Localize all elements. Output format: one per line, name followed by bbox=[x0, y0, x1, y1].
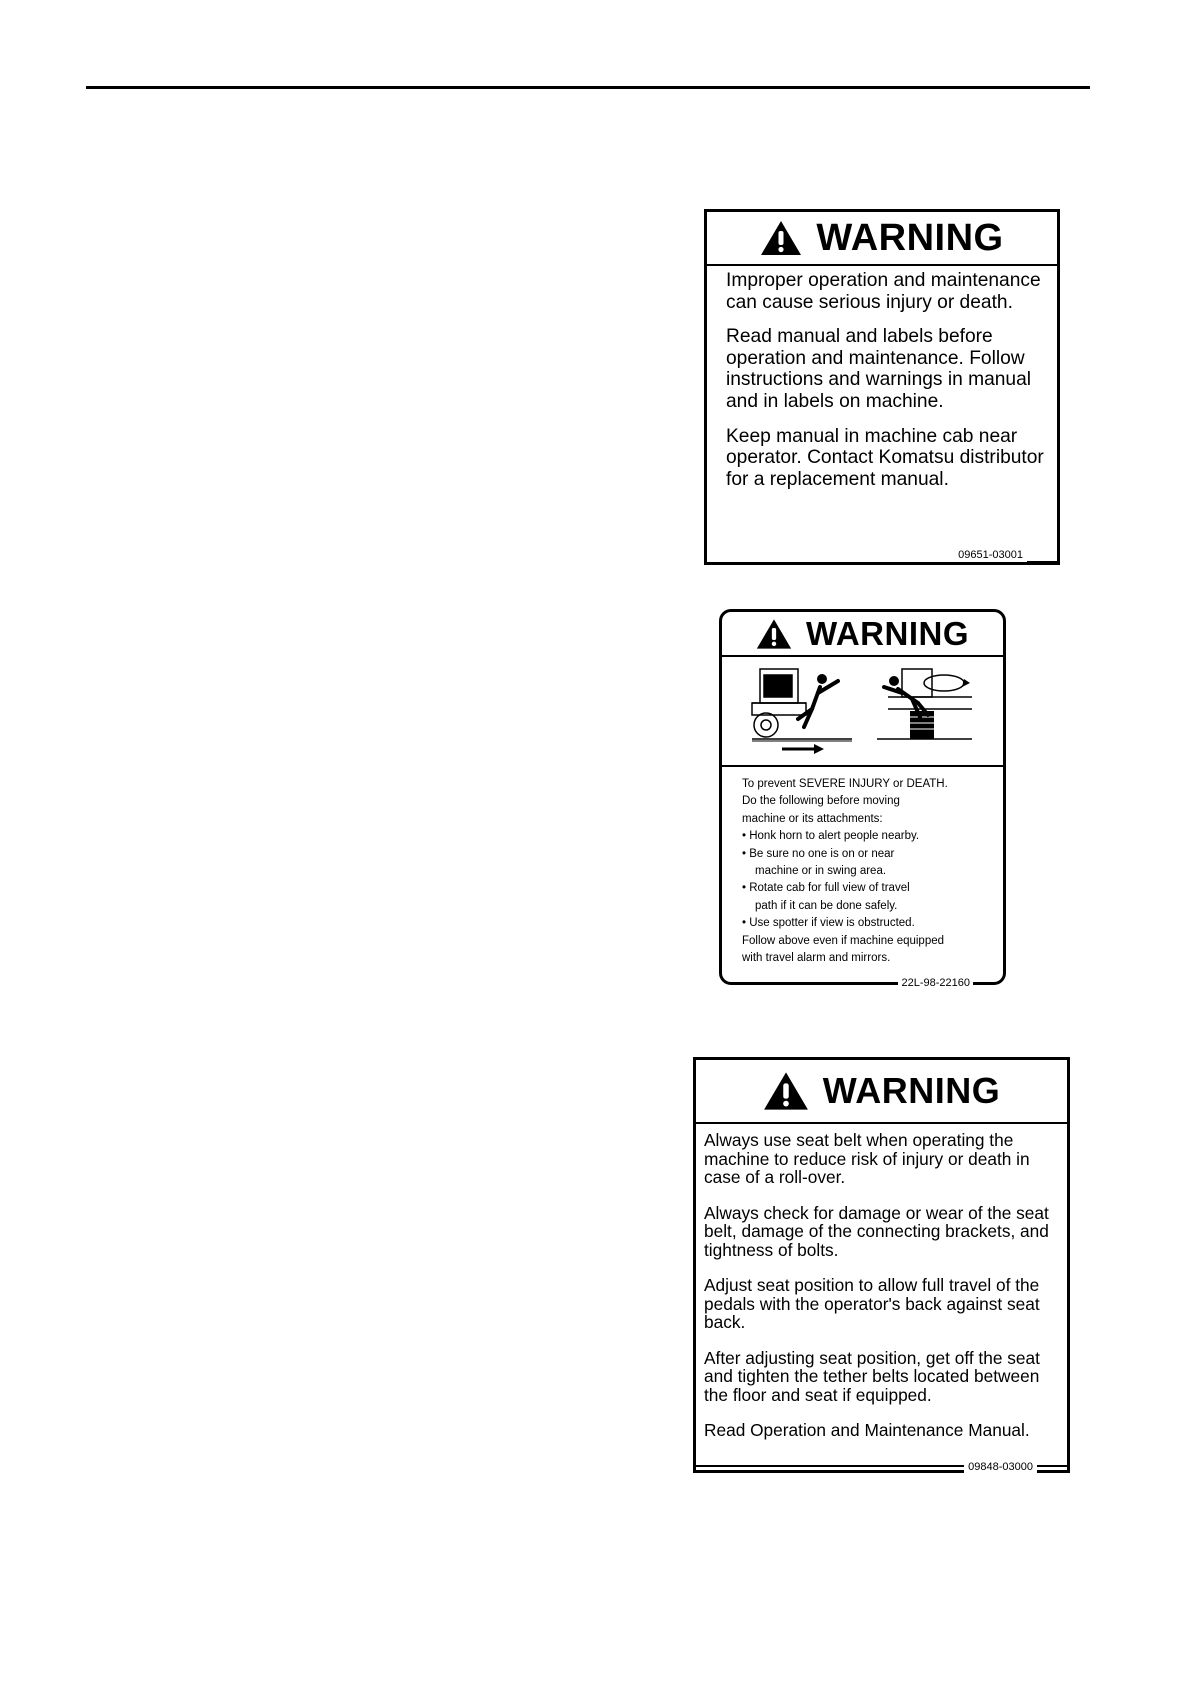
label-bullet: • Use spotter if view is obstructed. bbox=[742, 917, 915, 930]
label-line: To prevent SEVERE INJURY or DEATH. bbox=[742, 778, 948, 790]
label-heading: WARNING bbox=[816, 216, 1004, 259]
label-body bbox=[707, 266, 1057, 490]
label-header bbox=[722, 612, 1003, 657]
hazard-pictogram bbox=[722, 657, 1003, 767]
label-heading: WARNING bbox=[822, 1070, 1001, 1111]
label-line: machine or in swing area. bbox=[755, 865, 887, 878]
label-heading: WARNING bbox=[806, 614, 969, 652]
label-paragraph: Always check for damage or wear of the seat belt, damage of the connecting brackets, and tightness of bolts. bbox=[704, 1202, 1049, 1260]
part-number: 09848-03000 bbox=[964, 1461, 1037, 1473]
warning-label-travel bbox=[719, 609, 1006, 989]
label-paragraph: Read manual and labels before operation and maintenance. Follow instructions and warnings in manual and in labels on machine. bbox=[726, 326, 1032, 412]
label-line: machine or its attachments: bbox=[742, 812, 883, 825]
label-line: Do the following before moving bbox=[742, 795, 900, 808]
part-number: 09651-03001 bbox=[954, 549, 1027, 562]
label-bullet: • Rotate cab for full view of travel bbox=[742, 882, 910, 895]
label-bullet: • Honk horn to alert people nearby. bbox=[742, 830, 920, 843]
label-paragraph: Adjust seat position to allow full travel of the pedals with the operator's back against seat back. bbox=[704, 1275, 1040, 1332]
crush-hazard-illustration bbox=[722, 657, 1003, 765]
warning-label-manual bbox=[704, 209, 1060, 565]
label-header bbox=[707, 212, 1057, 266]
label-paragraph: Improper operation and maintenance can cause serious injury or death. bbox=[726, 270, 1041, 313]
label-line: path if it can be done safely. bbox=[755, 899, 898, 912]
label-paragraph: After adjusting seat position, get off the seat and tighten the tether belts located between the floor and seat if equipped. bbox=[704, 1347, 1040, 1405]
warning-label-seat-belt bbox=[693, 1057, 1070, 1473]
label-paragraph: Keep manual in machine cab near operator. Contact Komatsu distributor for a replacement manual. bbox=[726, 425, 1044, 490]
warning-triangle-icon bbox=[756, 618, 792, 650]
label-bullet: • Be sure no one is on or near bbox=[742, 847, 895, 860]
label-line: with travel alarm and mirrors. bbox=[742, 952, 891, 965]
label-paragraph: Always use seat belt when operating the machine to reduce risk of injury or death in case of a roll-over. bbox=[704, 1130, 1030, 1187]
label-line: Follow above even if machine equipped bbox=[742, 934, 945, 947]
label-paragraph: Read Operation and Maintenance Manual. bbox=[704, 1420, 1030, 1440]
part-number: 22L-98-22160 bbox=[898, 977, 973, 989]
label-body bbox=[696, 1124, 1067, 1440]
warning-triangle-icon bbox=[760, 220, 802, 256]
label-body bbox=[722, 767, 1003, 967]
warning-triangle-icon bbox=[763, 1071, 809, 1111]
label-header bbox=[696, 1060, 1067, 1124]
header-rule bbox=[86, 86, 1090, 89]
